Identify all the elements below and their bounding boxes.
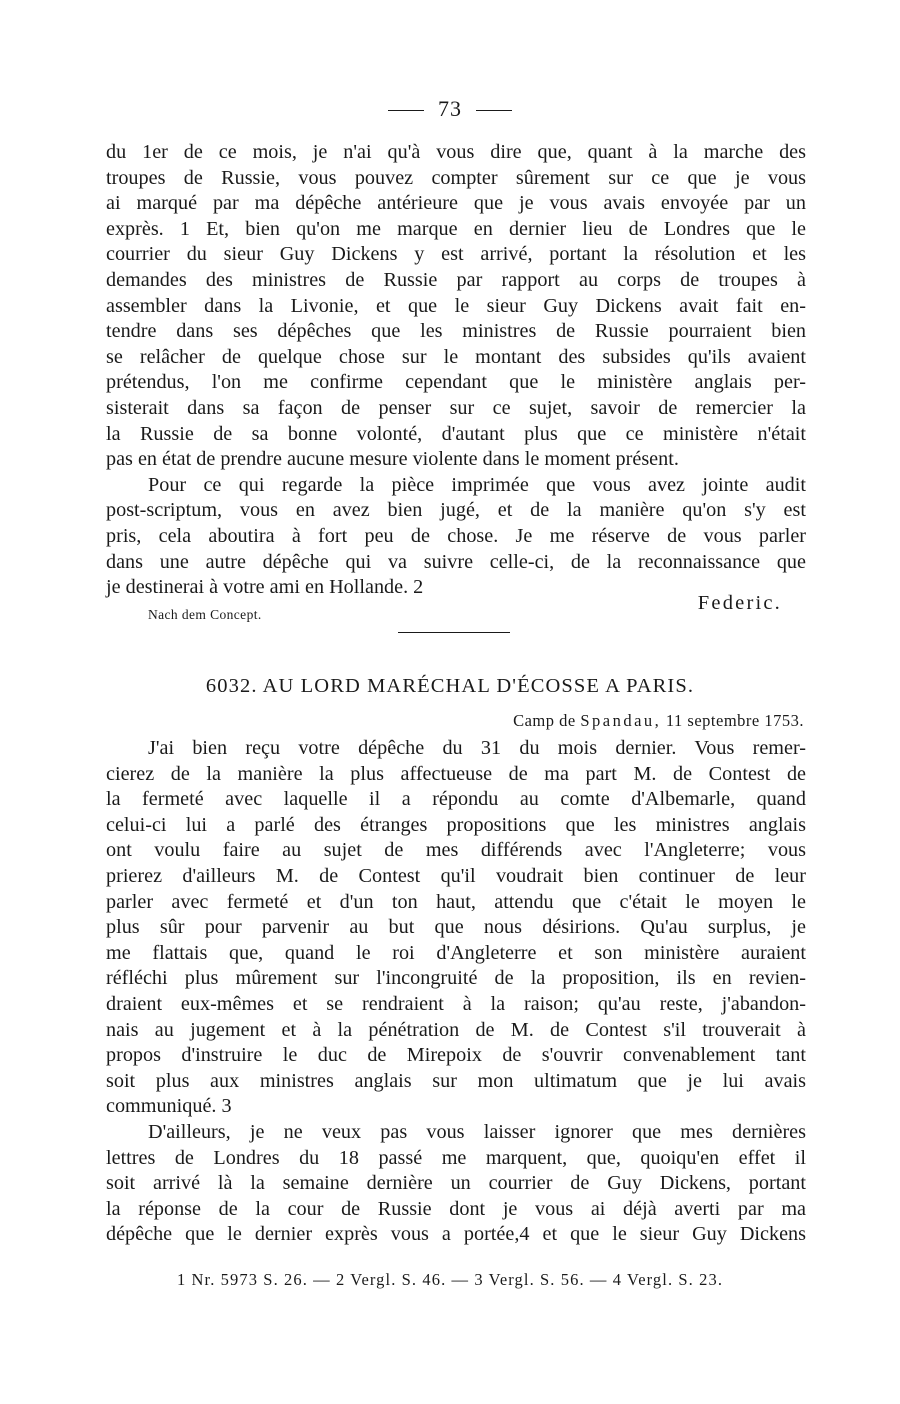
place-prefix: Camp de bbox=[513, 711, 576, 730]
letter-line: D'ailleurs, je ne veux pas vous laisser ignorer que mes dernières bbox=[148, 1120, 806, 1143]
body-line: Pour ce qui regarde la pièce imprimée que vous avez jointe audit bbox=[148, 473, 806, 496]
body-line: post-scriptum, vous en avez bien jugé, et de la manière qu'on s'y est bbox=[106, 499, 806, 522]
section-divider bbox=[398, 632, 510, 633]
body-line: courrier du sieur Guy Dickens y est arrivé, portant la résolution et les bbox=[106, 243, 806, 266]
letter-line: lettres de Londres du 18 passé me marquent, que, quoiqu'en effet il bbox=[106, 1146, 806, 1169]
letter-line: communiqué. 3 bbox=[106, 1095, 232, 1118]
letter-line: propos d'instruire le duc de Mirepoix de s'ouvrir convenablement tant bbox=[106, 1044, 806, 1067]
body-line: sisterait dans sa façon de penser sur ce sujet, savoir de remercier la bbox=[106, 396, 806, 419]
body-line: demandes des ministres de Russie par rapport au corps de troupes à bbox=[106, 268, 806, 291]
body-line: tendre dans ses dépêches que les ministres de Russie pourraient bien bbox=[106, 320, 806, 343]
body-line: se relâcher de quelque chose sur le montant des subsides qu'ils avaient bbox=[106, 345, 806, 368]
body-line: troupes de Russie, vous pouvez compter sûrement sur ce que je vous bbox=[106, 166, 806, 189]
header-dash-left bbox=[388, 110, 424, 111]
place-name: Spandau, bbox=[580, 711, 662, 730]
header-dash-right bbox=[476, 110, 512, 111]
letter-line: la réponse de la cour de Russie dont je vous ai déjà averti par ma bbox=[106, 1197, 806, 1220]
body-line: la Russie de sa bonne volonté, d'autant plus que ce ministère n'était bbox=[106, 422, 806, 445]
letter-line: me flattais que, quand le roi d'Angleterre et son ministère auraient bbox=[106, 941, 806, 964]
letter-line: réfléchi plus mûrement sur l'incongruité de la proposition, ils en revien- bbox=[106, 967, 806, 990]
letter-line: J'ai bien reçu votre dépêche du 31 du mois dernier. Vous remer- bbox=[148, 737, 806, 759]
letter-title: 6032. AU LORD MARÉCHAL D'ÉCOSSE A PARIS. bbox=[205, 675, 695, 697]
signature: Federic. bbox=[697, 592, 782, 614]
body-line: assembler dans la Livonie, et que le sieur Guy Dickens avait fait en- bbox=[106, 294, 806, 317]
letter-line: plus sûr pour parvenir au but que nous désirions. Qu'au surplus, je bbox=[106, 916, 806, 939]
letter-line: draient eux-mêmes et se rendraient à la raison; qu'au reste, j'abandon- bbox=[106, 992, 806, 1015]
page-number: 73 bbox=[438, 96, 462, 121]
letter-line: cierez de la manière la plus affectueuse de ma part M. de Contest de bbox=[106, 762, 806, 785]
letter-line: prierez d'ailleurs M. de Contest qu'il voudrait bien continuer de leur bbox=[106, 864, 806, 887]
source-note: Nach dem Concept. bbox=[148, 607, 262, 622]
letter-line: parler avec fermeté et d'un ton haut, attendu que c'était le moyen le bbox=[106, 890, 806, 913]
letter-line: nais au jugement et à la pénétration de M. de Contest s'il trouverait à bbox=[106, 1018, 806, 1041]
previous-letter-body bbox=[106, 140, 806, 601]
body-line: pris, cela aboutira à fort peu de chose. Je me réserve de vous parler bbox=[106, 524, 806, 547]
body-line: exprès. 1 Et, bien qu'on me marque en dernier lieu de Londres que le bbox=[106, 217, 806, 240]
page-header bbox=[0, 96, 900, 122]
letter-line: soit arrivé là la semaine dernière un courrier de Guy Dickens, portant bbox=[106, 1172, 806, 1195]
body-line: prétendus, l'on me confirme cependant que le ministère anglais per- bbox=[106, 371, 806, 394]
letter-body bbox=[106, 736, 806, 1248]
body-line: dans une autre dépêche qui va suivre celle-ci, de la reconnaissance que bbox=[106, 550, 806, 573]
body-line: du 1er de ce mois, je n'ai qu'à vous dire que, quant à la marche des bbox=[106, 141, 806, 163]
footnotes: 1 Nr. 5973 S. 26. — 2 Vergl. S. 46. — 3 Vergl. S. 56. — 4 Vergl. S. 23. bbox=[176, 1270, 724, 1289]
body-line: ai marqué par ma dépêche antérieure que je vous avais envoyée par un bbox=[106, 192, 806, 215]
letter-line: la fermeté avec laquelle il a répondu au comte d'Albemarle, quand bbox=[106, 788, 806, 811]
letter-line: ont voulu faire au sujet de mes différends avec l'Angleterre; vous bbox=[106, 839, 806, 862]
letter-line: celui-ci lui a parlé des étranges propositions que les ministres anglais bbox=[106, 813, 806, 836]
body-line: je destinerai à votre ami en Hollande. 2 bbox=[106, 576, 424, 599]
letter-place-date bbox=[513, 711, 804, 731]
letter-line: soit plus aux ministres anglais sur mon ultimatum que je lui avais bbox=[106, 1069, 806, 1092]
letter-date: 11 septembre 1753. bbox=[665, 711, 804, 730]
letter-line: dépêche que le dernier exprès vous a portée,4 et que le sieur Guy Dickens bbox=[106, 1223, 806, 1246]
body-line: pas en état de prendre aucune mesure violente dans le moment présent. bbox=[106, 448, 679, 471]
